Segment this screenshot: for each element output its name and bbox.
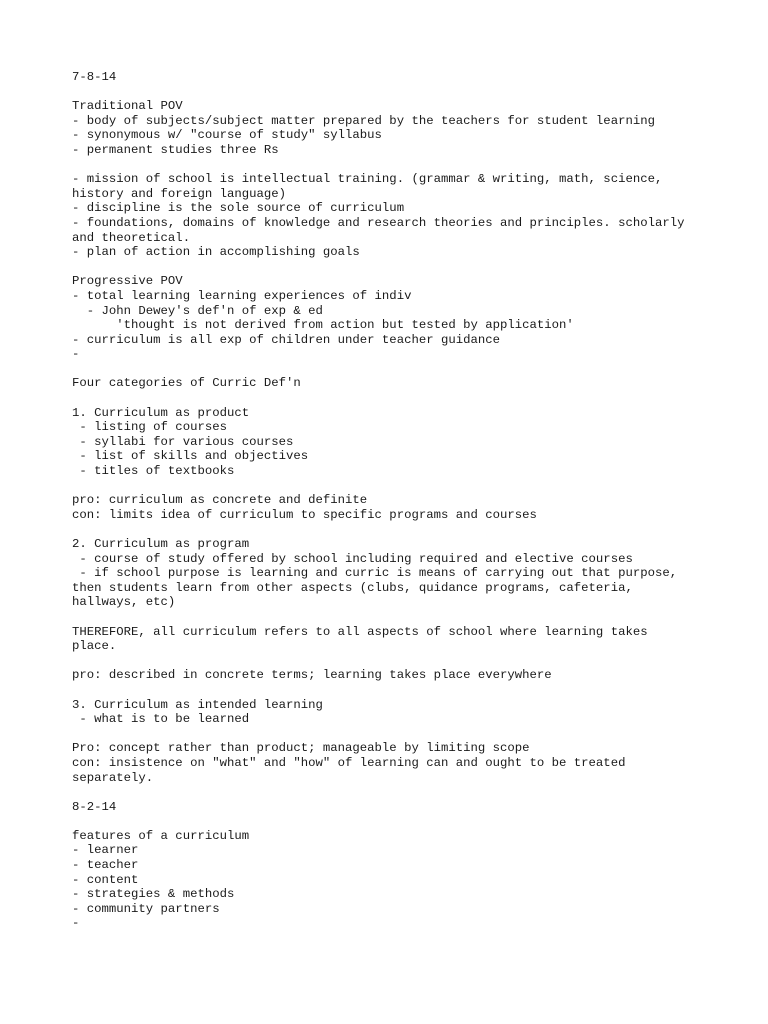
text-line: separately. [72,770,154,785]
text-line: - what is to be learned [72,712,250,727]
text-line: - content [72,872,139,887]
blank-line [72,785,712,800]
blank-line [72,260,712,275]
blank-line [72,85,712,100]
text-line: con: limits idea of curriculum to specific programs and courses [72,507,537,522]
blank-line [72,158,712,173]
text-line: Pro: concept rather than product; manageable by limiting scope [72,741,530,756]
text-line: 7-8-14 [72,70,117,84]
text-line: 2. Curriculum as program [72,537,250,551]
text-line: - list of skills and objectives [72,449,309,464]
text-line: THEREFORE, all curriculum refers to all aspects of school where learning takes [72,624,648,639]
blank-line [72,362,712,377]
text-line: pro: described in concrete terms; learning takes place everywhere [72,668,552,683]
blank-line [72,610,712,625]
text-line: - teacher [72,858,139,873]
text-line: - strategies & methods [72,887,235,902]
text-line: - John Dewey's def'n of exp & ed [72,303,323,318]
text-line: 'thought is not derived from action but tested by application' [72,318,574,333]
text-line: Four categories of Curric Def'n [72,376,301,391]
text-line: - total learning learning experiences of indiv [72,288,412,303]
text-line: - listing of courses [72,420,227,435]
text-line: - course of study offered by school including required and elective courses [72,551,633,566]
text-line: - body of subjects/subject matter prepared by the teachers for student learning [72,113,655,128]
text-line: 1. Curriculum as product [72,405,250,420]
text-line: - permanent studies three Rs [72,142,279,157]
document-page [72,70,712,931]
text-line: - foundations, domains of knowledge and research theories and principles. scholarly [72,215,685,230]
text-line: - syllabi for various courses [72,434,294,449]
text-line: - [72,347,80,362]
blank-line [72,727,712,742]
text-line: then students learn from other aspects (clubs, quidance programs, cafeteria, [72,580,633,595]
text-line: - titles of textbooks [72,464,235,479]
text-line: hallways, etc) [72,595,176,610]
blank-line [72,522,712,537]
text-line: features of a curriculum [72,828,250,843]
blank-line [72,391,712,406]
text-line: Progressive POV [72,274,183,289]
text-line: - learner [72,843,139,858]
text-line: con: insistence on "what" and "how" of learning can and ought to be treated [72,755,626,770]
text-line: - mission of school is intellectual training. (grammar & writing, math, science, [72,172,663,187]
text-line: - community partners [72,901,220,916]
blank-line [72,683,712,698]
text-line: - synonymous w/ "course of study" syllabus [72,128,382,143]
text-line: and theoretical. [72,230,191,245]
text-line: - curriculum is all exp of children under teacher guidance [72,332,501,347]
text-line: Traditional POV [72,99,183,114]
text-line: 3. Curriculum as intended learning [72,697,323,712]
text-line: pro: curriculum as concrete and definite [72,493,368,508]
text-line: 8-2-14 [72,799,117,814]
blank-line [72,814,712,829]
text-line: - plan of action in accomplishing goals [72,245,360,260]
text-line: - discipline is the sole source of curriculum [72,201,405,216]
text-line: - [72,916,80,931]
blank-line [72,479,712,494]
blank-line [72,654,712,669]
text-line: place. [72,639,117,654]
text-line: history and foreign language) [72,186,287,201]
text-line: - if school purpose is learning and curric is means of carrying out that purpose, [72,566,678,581]
